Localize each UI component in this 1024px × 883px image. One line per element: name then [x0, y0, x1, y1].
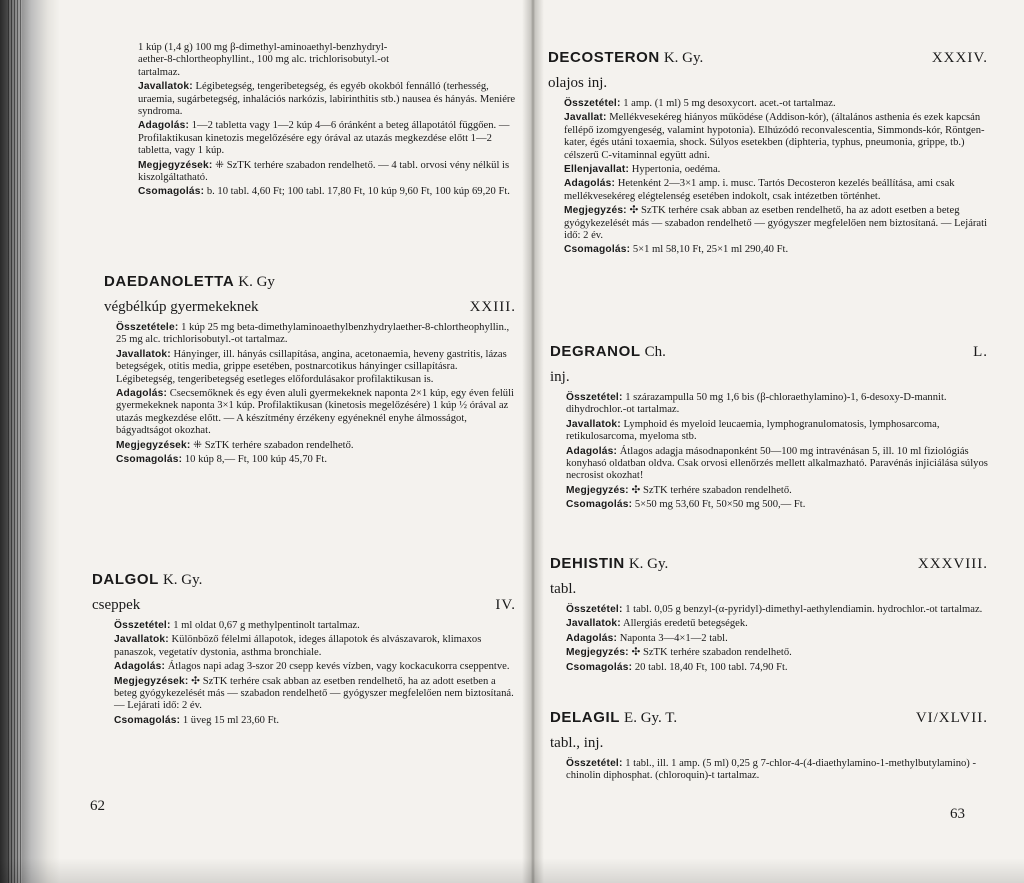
- section-label: Javallatok:: [116, 348, 171, 360]
- section-text: 10 kúp 8,— Ft, 100 kúp 45,70 Ft.: [184, 454, 327, 466]
- entry-roman-code: XXIII.: [469, 299, 516, 315]
- section-label: Összetétel:: [564, 98, 621, 109]
- section-label: Összetétel:: [566, 604, 623, 615]
- entry-section: [566, 485, 988, 497]
- section-label: Adagolás:: [114, 661, 166, 673]
- section-label: Adagolás:: [564, 178, 616, 190]
- section-text: 20 tabl. 18,40 Ft, 100 tabl. 74,90 Ft.: [634, 661, 788, 673]
- entry-roman-code: IV.: [495, 597, 516, 613]
- section-label: Megjegyzés:: [564, 205, 627, 217]
- section-text: Naponta 3—4×1—2 tabl.: [619, 632, 728, 644]
- entry-section: [566, 499, 988, 511]
- entry-roman-code: VI/XLVII.: [915, 710, 988, 726]
- section-label: Javallatok:: [138, 81, 193, 93]
- entry-form: olajos inj.: [548, 75, 608, 91]
- entry-body: [92, 620, 516, 727]
- section-text: Átlagos adagja másodnaponként 50—100 mg intravénásan 5, ill. 10 ml fiziológiás konyhasó oldatban oldva. Csak orvosi ellenőrzés mellett alkalmazható. Paravénás injiciálása súlyos necrosist okozhat!: [566, 445, 988, 482]
- page-number-right: 63: [950, 806, 965, 822]
- page-bottom-shadow: [0, 858, 1024, 883]
- entry-form: tabl., inj.: [550, 735, 604, 751]
- entry-headword: DEGRANOL: [550, 343, 641, 360]
- entry-section: [566, 647, 988, 659]
- section-text: Átlagos napi adag 3-szor 20 csepp kevés vízben, vagy kockacukorra cseppentve.: [167, 661, 510, 673]
- section-text: ✣ SzTK terhére szabadon rendelhető.: [631, 484, 792, 496]
- entry-section: [566, 392, 988, 417]
- composition-line: 1 kúp (1,4 g) 100 mg β-dimethyl-aminoaethyl-benzhydryl-: [138, 42, 388, 53]
- entry-headword: DEHISTIN: [550, 555, 625, 572]
- entry-section: [564, 112, 988, 162]
- entry-section: [566, 662, 988, 674]
- entry-form-text: végbélkúp gyermekeknek: [104, 299, 259, 315]
- entry-roman-code: L.: [973, 344, 988, 360]
- section-text: ⁜ SzTK terhére szabadon rendelhető. — 4 tabl. orvosi vény nélkül is kiszolgáltatható.: [138, 159, 510, 184]
- entry-headword: DAEDANOLETTA: [104, 273, 235, 290]
- section-text: 1—2 tabletta vagy 1—2 kúp 4—6 óránként a beteg állapotától függően. — Profilaktikusan kinetozis megelőzésére egy órával az utazás megkezdése előtt 1—2 tabletta, vagy 1 kúp.: [138, 120, 510, 157]
- section-label: Javallatok:: [114, 634, 169, 646]
- section-label: Csomagolás:: [566, 499, 633, 511]
- section-label: Csomagolás:: [138, 186, 205, 198]
- section-text: 1 tabl., ill. 1 amp. (5 ml) 0,25 g 7-chlor-4-(4-diaethylamino-1-methylbutylamino) -chinolin diphosphat. (chloroquin)-t tartalmaz.: [566, 758, 976, 782]
- section-label: Megjegyzés:: [566, 647, 629, 659]
- entry-manufacturer: K. Gy.: [663, 50, 704, 66]
- section-label: Csomagolás:: [566, 661, 633, 673]
- entry-section: [566, 618, 988, 630]
- entry-section: [566, 446, 988, 483]
- composition-line: aether-8-chlortheophyllint., 100 mg alc. trichlorisobutyl.-ot: [138, 54, 390, 66]
- entry-form-text: cseppek: [92, 597, 141, 613]
- section-text: Különböző félelmi állapotok, ideges állapotok és alvászavarok, klimaxos panaszok, vegetatív dystonia, asthma bronchiale.: [114, 634, 482, 658]
- entry-manufacturer: Ch.: [644, 344, 666, 360]
- entry-heading: [550, 343, 988, 368]
- entry-section: [114, 661, 516, 673]
- section-text: 5×1 ml 58,10 Ft, 25×1 ml 290,40 Ft.: [632, 244, 789, 256]
- entry-roman-code: XXXVIII.: [917, 556, 988, 572]
- section-label: Adagolás:: [116, 388, 168, 400]
- section-text: ✣ SzTK terhére csak abban az esetben rendelhető, ha az adott esetben a beteg gyógykezelését más — szabadon rendelhető — gyógyszer megfelelően nem biztosítaná. — Lejárati idő: 2 év.: [114, 675, 514, 712]
- section-text: 1 üveg 15 ml 23,60 Ft.: [182, 714, 280, 726]
- page-number-left: 62: [90, 798, 105, 814]
- entry-section: [566, 633, 988, 645]
- section-label: Csomagolás:: [116, 454, 183, 466]
- drug-entry-delagil: [550, 709, 988, 785]
- section-label: Javallatok:: [566, 418, 621, 430]
- section-text: Mellékvesekéreg hiányos működése (Addison-kór), (általános asthenia és ezek kapcsán fellépő izomgyengeség, valamint hypotonia). Elhúzódó reconvalescentia, Simmonds-kór, Röntgen-kater, égés utáni toxaemia, shock. Súlyos esetekben (diphteria, typhus, pneumonia, grippe, tb.) célszerű C-vitaminnal együtt adni.: [564, 112, 985, 161]
- drug-entry-dehistin: [550, 555, 988, 676]
- entry-heading: [92, 571, 516, 596]
- section-text: Csecsemőknek és egy éven aluli gyermekeknek naponta 2×1 kúp, egy éven felüli gyermekeknek naponta 3×1 kúp. Profilaktikusan (kinetosis megelőzésére) 1 kúp ½ órával az utazás megkezdése előtt. — A készítmény érzékeny egyéneknél enyhe álmosságot, bágyadtságot okozhat.: [116, 388, 514, 437]
- section-text: ✣ SzTK terhére szabadon rendelhető.: [631, 647, 792, 659]
- section-text: 1 amp. (1 ml) 5 mg desoxycort. acet.-ot tartalmaz.: [623, 98, 836, 109]
- drug-entry-decosteron: [548, 49, 988, 259]
- section-label: Összetétel:: [566, 758, 623, 769]
- entry-section: [138, 120, 516, 157]
- entry-heading: [104, 273, 516, 298]
- entry-section: [138, 160, 516, 185]
- section-label: Megjegyzések:: [114, 675, 189, 687]
- entry-section: [116, 349, 516, 386]
- section-text: 5×50 mg 53,60 Ft, 50×50 mg 500,— Ft.: [634, 499, 806, 511]
- section-text: Hypertonia, oedéma.: [631, 164, 721, 176]
- entry-form: tabl.: [550, 581, 577, 597]
- entry-section: [116, 322, 516, 347]
- section-label: Csomagolás:: [114, 714, 181, 726]
- entry-body: [548, 98, 988, 257]
- section-label: Javallatok:: [566, 618, 621, 630]
- entry-section: [566, 419, 988, 444]
- entry-body: [550, 392, 988, 512]
- entry-section: [116, 440, 516, 452]
- continued-entry: [138, 42, 516, 201]
- section-text: ✣ SzTK terhére csak abban az esetben rendelhető, ha az adott esetben a beteg gyógykezelését más — szabadon rendelhető — gyógyszer megfelelően nem biztosítaná. — Lejárati idő: 2 év.: [564, 205, 988, 242]
- section-label: Javallat:: [564, 112, 607, 124]
- section-text: Légibetegség, tengeribetegség, és egyéb okokból fennálló (terhesség, uraemia, sugárbetegség, inhalációs narkózis, labirinthitis stb.) nausea és hányás. Meniére syndroma.: [138, 81, 516, 118]
- entry-manufacturer: K. Gy.: [162, 572, 203, 588]
- section-label: Megjegyzések:: [138, 159, 213, 171]
- entry-section: [116, 388, 516, 438]
- section-label: Összetétele:: [116, 322, 179, 333]
- drug-entry-daedanoletta: [104, 273, 516, 468]
- entry-section: [114, 676, 516, 713]
- section-label: Adagolás:: [566, 445, 618, 457]
- entry-section: [114, 715, 516, 727]
- section-label: Összetétel:: [114, 620, 171, 631]
- section-text: Lymphoid és myeloid leucaemia, lymphogranulomatosis, lymphosarcoma, retikulosarcoma, myeloma stb.: [566, 418, 940, 443]
- section-text: Hetenként 2—3×1 amp. i. musc. Tartós Decosteron kezelés beállítása, ami csak mellékvesekéreg elégtelenség esetében indokolt, csak intézetben történhet.: [564, 178, 955, 202]
- section-text: 1 szárazampulla 50 mg 1,6 bis (β-chloraethylamino)-1, 6-desoxy-D-mannit. dihydrochlor.-ot tartalmaz.: [566, 392, 947, 416]
- section-label: Megjegyzés:: [566, 484, 629, 496]
- entry-section: [564, 164, 988, 176]
- entry-roman-code: XXXIV.: [931, 50, 988, 66]
- section-text: 1 kúp 25 mg beta-dimethylaminoaethylbenzhydrylaether-8-chlortheophyllin., 25 mg alc. trichlorisobutyl.-ot tartalmaz.: [116, 322, 510, 346]
- entry-section: [114, 620, 516, 632]
- section-text: ⁜ SzTK terhére szabadon rendelhető.: [193, 439, 354, 451]
- entry-headword: DELAGIL: [550, 709, 621, 726]
- entry-section: [564, 98, 988, 110]
- section-label: Ellenjavallat:: [564, 164, 630, 176]
- section-text: b. 10 tabl. 4,60 Ft; 100 tabl. 17,80 Ft, 10 kúp 9,60 Ft, 100 kúp 69,20 Ft.: [206, 186, 510, 198]
- entry-section: [564, 178, 988, 203]
- entry-heading: [548, 49, 988, 74]
- entry-manufacturer: K. Gy.: [628, 556, 669, 572]
- section-text: 1 ml oldat 0,67 g methylpentinolt tartalmaz.: [173, 620, 360, 631]
- section-text: Allergiás eredetű betegségek.: [622, 618, 748, 630]
- section-label: Megjegyzések:: [116, 439, 191, 451]
- section-text: 1 tabl. 0,05 g benzyl-(α-pyridyl)-dimethyl-aethylendiamin. hydrochlor.-ot tartalmaz.: [625, 604, 983, 615]
- right-page: [530, 0, 1024, 883]
- entry-section: [566, 758, 988, 783]
- drug-entry-degranol: [550, 343, 988, 514]
- entry-section: [564, 244, 988, 256]
- drug-entry-dalgol: [92, 571, 516, 729]
- entry-manufacturer: E. Gy. T.: [624, 710, 678, 726]
- section-label: Adagolás:: [138, 120, 190, 132]
- continued-composition: [138, 42, 516, 79]
- section-label: Adagolás:: [566, 632, 618, 644]
- entry-heading: [550, 555, 988, 580]
- entry-form: [104, 298, 516, 316]
- section-label: Csomagolás:: [564, 244, 631, 256]
- section-text: Hányinger, ill. hányás csillapítása, angina, acetonaemia, heveny gastritis, lázas betegségek, otitis media, grippe esetében, postnarcotikus hányinger csillapításra. Légibetegség, tengeribetegség esetleges előfordulásakor profilaktikusan is.: [116, 348, 507, 385]
- entry-section: [138, 186, 516, 198]
- entry-body: [104, 322, 516, 466]
- entry-section: [564, 205, 988, 242]
- entry-body: [550, 604, 988, 674]
- entry-section: [566, 604, 988, 616]
- entry-manufacturer: K. Gy: [238, 274, 275, 290]
- entry-heading: [550, 709, 988, 734]
- section-label: Összetétel:: [566, 392, 623, 403]
- entry-headword: DALGOL: [92, 571, 159, 588]
- entry-section: [114, 634, 516, 659]
- composition-line: tartalmaz.: [138, 66, 181, 78]
- entry-form: inj.: [550, 369, 570, 385]
- entry-form: [92, 596, 516, 614]
- entry-section: [116, 454, 516, 466]
- entry-headword: DECOSTERON: [548, 49, 660, 66]
- entry-body: [550, 758, 988, 783]
- entry-section: [138, 81, 516, 118]
